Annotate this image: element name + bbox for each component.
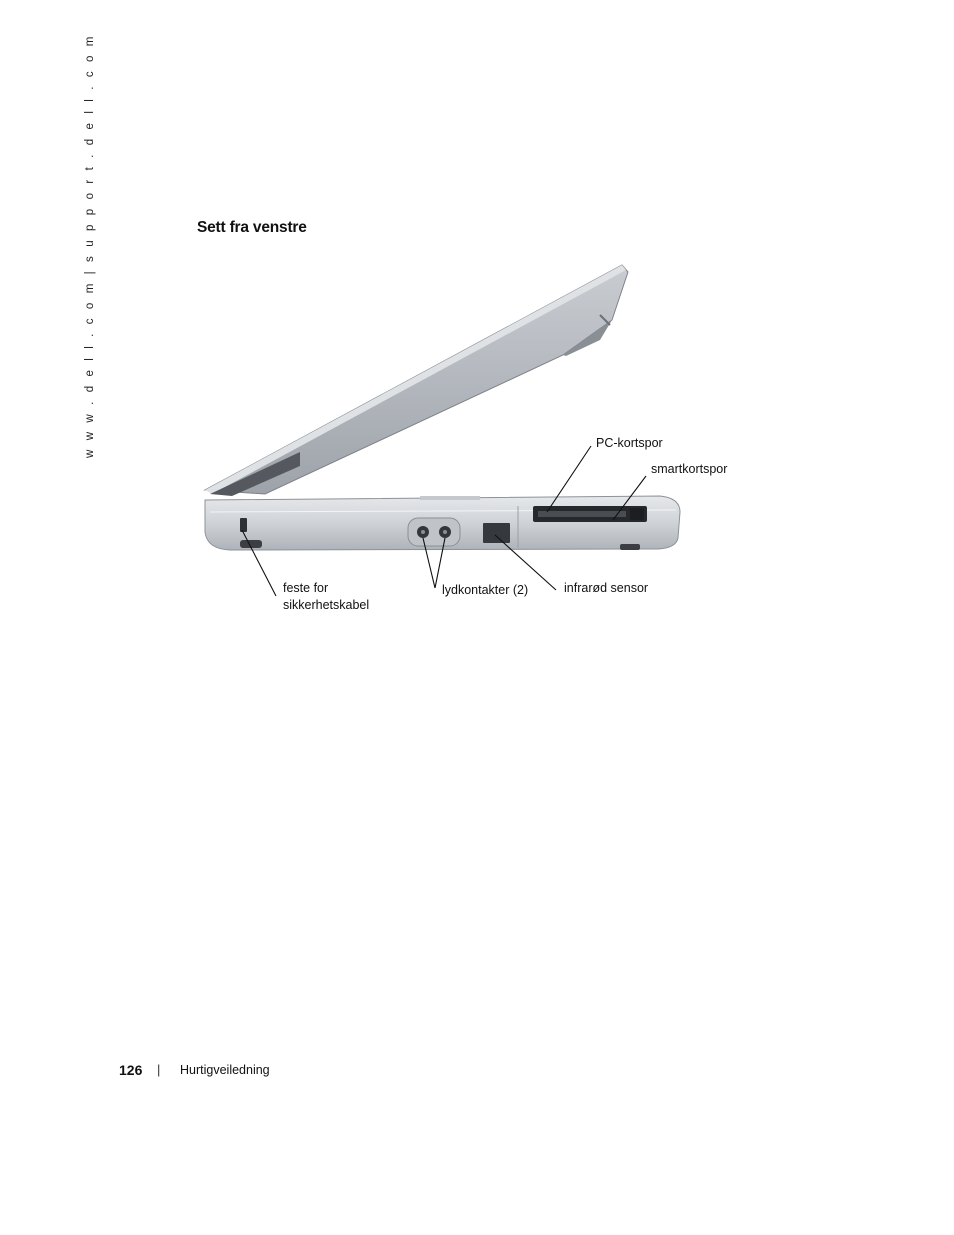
- callout-pc-card-slot: PC-kortspor: [596, 436, 663, 450]
- audio-jacks-icon: [408, 518, 460, 546]
- page-number: 126: [119, 1062, 143, 1078]
- security-slot-icon: [240, 518, 247, 532]
- callout-smart-card-slot: smartkortspor: [651, 462, 728, 476]
- section-heading: Sett fra venstre: [197, 219, 307, 236]
- callout-security-line1: feste for: [283, 581, 329, 595]
- callout-audio-connectors: lydkontakter (2): [442, 583, 529, 597]
- side-url: w w w . d e l l . c o m | s u p p o r t . d e l l . c o m: [84, 33, 96, 458]
- callout-security-line2: sikkerhetskabel: [283, 598, 370, 612]
- laptop-lid: [205, 265, 628, 496]
- card-slots-icon: [533, 506, 647, 522]
- footer-separator: |: [157, 1062, 161, 1077]
- footer-title: Hurtigveiledning: [180, 1063, 270, 1077]
- callout-infrared-sensor: infrarød sensor: [564, 581, 649, 595]
- infrared-sensor-icon: [483, 523, 510, 543]
